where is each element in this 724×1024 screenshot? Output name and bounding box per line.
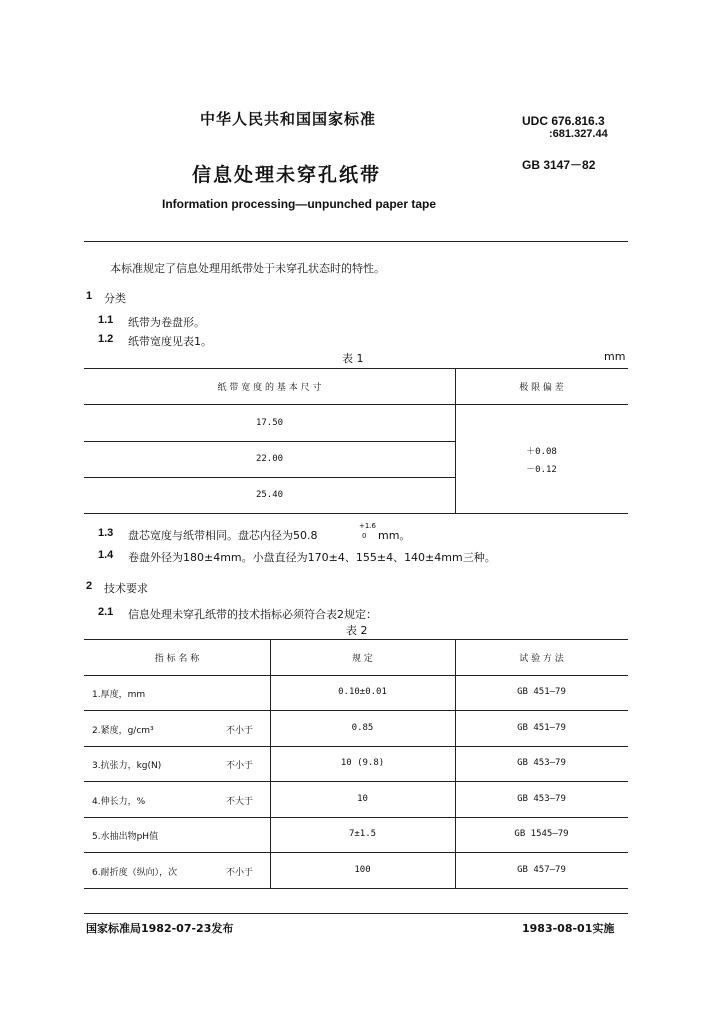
section2-number: 2 bbox=[86, 580, 93, 592]
table1-cell: 25.40 bbox=[255, 490, 284, 500]
item-1-1-text: 纸带为卷盘形。 bbox=[128, 316, 205, 329]
udc-code: UDC 676.816.3 bbox=[522, 114, 605, 128]
table1-caption: 表 1 bbox=[342, 352, 364, 365]
item-1-2-text: 纸带宽度见表1。 bbox=[128, 335, 212, 348]
udc-code-2: :681.327.44 bbox=[549, 128, 608, 140]
table2-row-method: GB 451—79 bbox=[517, 687, 566, 697]
table2-header-name: 指 标 名 称 bbox=[154, 654, 200, 664]
table1-unit: mm bbox=[604, 350, 626, 363]
item-1-4-text: 卷盘外径为180±4mm。小盘直径为170±4、155±4、140±4mm三种。 bbox=[128, 551, 496, 564]
item-2-1-number: 2.1 bbox=[98, 606, 114, 618]
table2-row-method: GB 451—79 bbox=[517, 723, 566, 733]
table2-row-method: GB 453—79 bbox=[517, 794, 566, 804]
table2-row-qualifier: 不大于 bbox=[226, 797, 254, 807]
table2-row-spec: 7±1.5 bbox=[348, 829, 377, 839]
table1-tolerance-minus: －0.12 bbox=[526, 465, 557, 475]
table1-tolerance-plus: ＋0.08 bbox=[526, 447, 557, 457]
table2-row-name: 1.厚度，mm bbox=[92, 690, 146, 700]
table2-row-qualifier: 不小于 bbox=[226, 761, 254, 771]
item-1-2-number: 1.2 bbox=[98, 333, 114, 345]
english-title: Information processing—unpunched paper tape bbox=[162, 197, 437, 211]
item-1-3-unit: mm。 bbox=[378, 529, 411, 542]
table2-row-qualifier: 不小于 bbox=[226, 868, 254, 878]
table2-row-spec: 0.85 bbox=[351, 723, 374, 733]
gb-number: GB 3147－82 bbox=[522, 158, 596, 172]
table2-header-spec: 规 定 bbox=[352, 654, 373, 664]
issue-date: 国家标准局1982-07-23发布 bbox=[86, 922, 234, 935]
table2-caption: 表 2 bbox=[346, 624, 368, 637]
tolerance-upper: +1.6 bbox=[359, 522, 376, 530]
item-2-1-text: 信息处理未穿孔纸带的技术指标必须符合表2规定： bbox=[128, 608, 377, 621]
section2-heading: 技术要求 bbox=[104, 582, 148, 595]
table2-header-method: 试 验 方 法 bbox=[519, 654, 564, 664]
table1-cell: 22.00 bbox=[255, 454, 284, 464]
item-1-3-text: 盘芯宽度与纸带相同。盘芯内径为50.8 bbox=[128, 529, 318, 542]
table1-cell: 17.50 bbox=[255, 418, 284, 428]
table2-row-method: GB 457—79 bbox=[517, 865, 566, 875]
standard-org: 中华人民共和国国家标准 bbox=[200, 110, 377, 128]
table1-header-tolerance: 极 限 偏 差 bbox=[519, 383, 564, 393]
table2-row-spec: 100 bbox=[354, 865, 371, 875]
table2-row-name: 3.抗张力，kg(N) bbox=[92, 761, 162, 771]
table2-row-name: 6.耐折度（纵向），次 bbox=[92, 868, 178, 878]
table2-row-method: GB 1545—79 bbox=[514, 829, 569, 839]
table2-row-spec: 10 (9.8) bbox=[340, 758, 385, 768]
table2-row-qualifier: 不小于 bbox=[226, 726, 254, 736]
table2-row-name: 2.紧度，g/cm³ bbox=[92, 726, 154, 736]
item-1-1-number: 1.1 bbox=[98, 314, 114, 326]
item-1-4-number: 1.4 bbox=[98, 549, 114, 561]
table2-row-spec: 0.10±0.01 bbox=[338, 687, 387, 697]
effective-date: 1983-08-01实施 bbox=[522, 922, 615, 935]
table2-row-method: GB 453—79 bbox=[517, 758, 566, 768]
footer-divider bbox=[84, 913, 628, 914]
section1-heading: 分类 bbox=[104, 292, 126, 305]
tolerance-lower: 0 bbox=[362, 532, 367, 540]
section1-number: 1 bbox=[86, 290, 93, 302]
table2-row-name: 5.水抽出物pH值 bbox=[92, 832, 159, 842]
table2-row-name: 4.伸长力，% bbox=[92, 797, 146, 807]
header-divider bbox=[84, 241, 628, 242]
item-1-3-number: 1.3 bbox=[98, 527, 114, 539]
intro-text: 本标准规定了信息处理用纸带处于未穿孔状态时的特性。 bbox=[110, 262, 385, 275]
table1-header-basic-size: 纸 带 宽 度 的 基 本 尺 寸 bbox=[217, 383, 322, 393]
table2-row-spec: 10 bbox=[357, 794, 368, 804]
document-title: 信息处理未穿孔纸带 bbox=[192, 164, 382, 186]
